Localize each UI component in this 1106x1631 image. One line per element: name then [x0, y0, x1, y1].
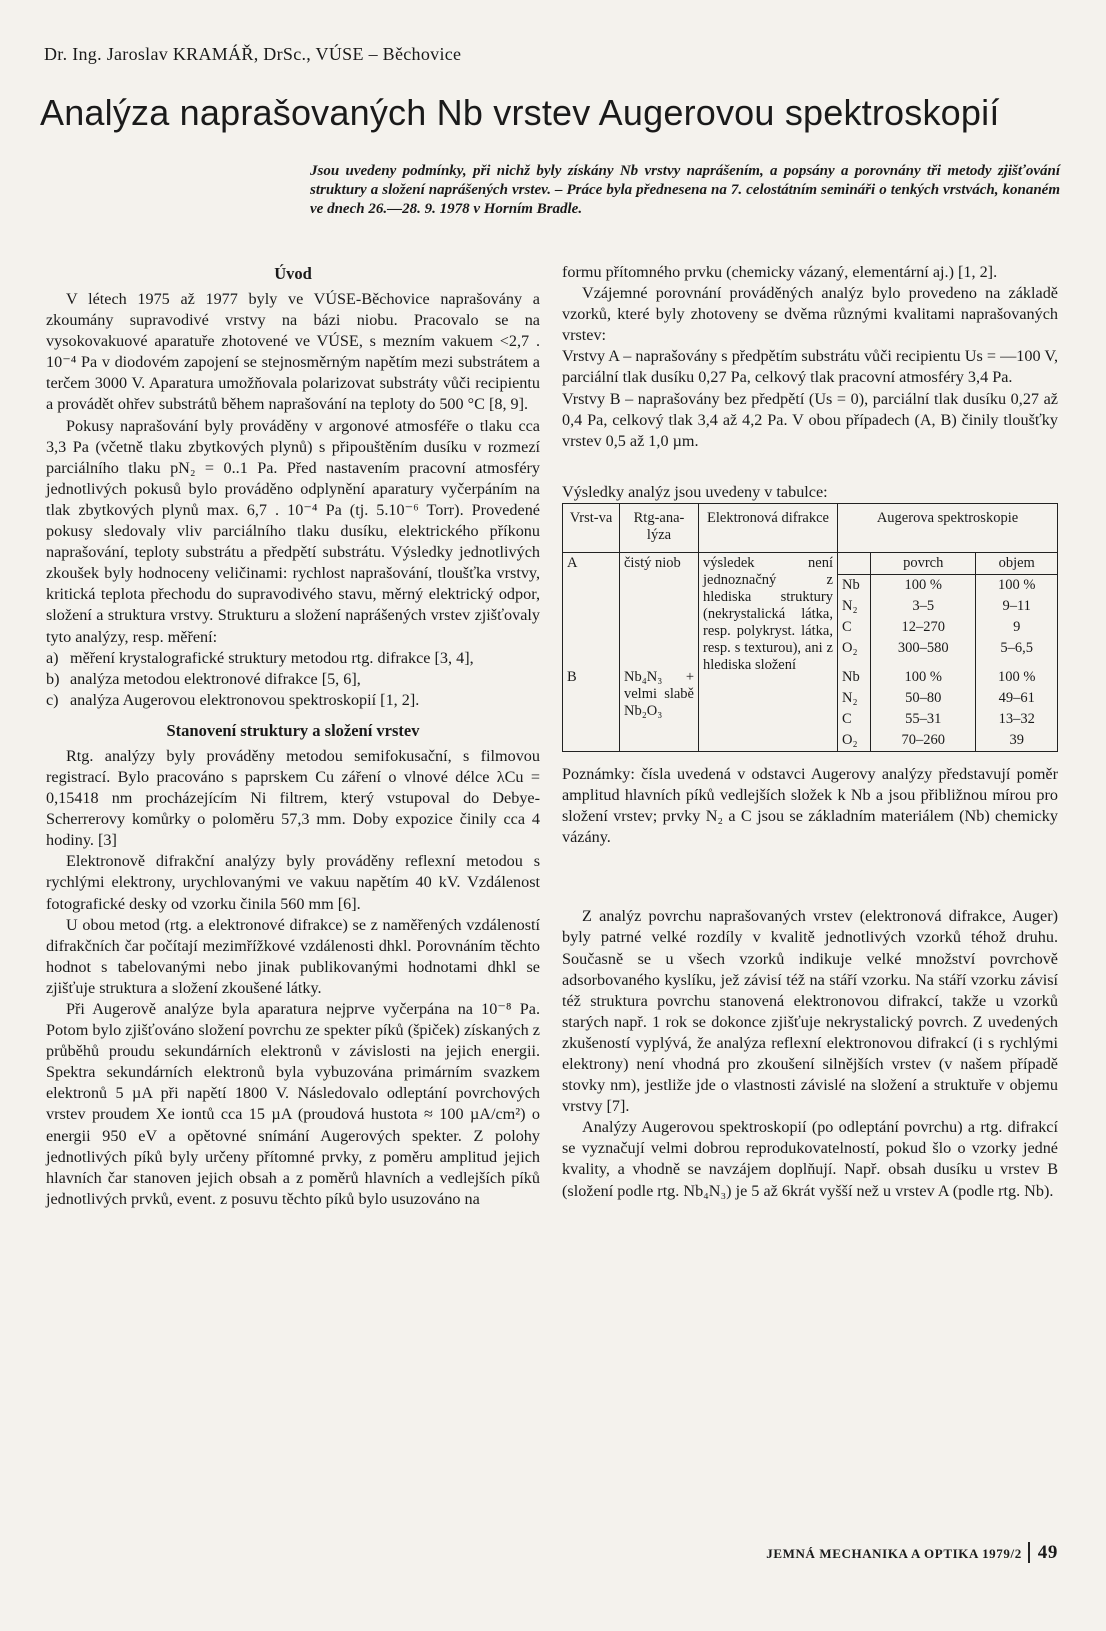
povrch-cell: 100 % — [871, 574, 976, 596]
paragraph: Analýzy Augerovou spektroskopií (po odleptání povrchu) a rtg. difrakcí se vyznačují velmi dobrou reprodukovatelností, pokud šlo o vzorky jedné kvality, a vhodně se navzájem doplňují. Např. obsah dusíku u vrstev B (složení podle rtg. Nb₄N₃) je 5 až 6krát vyšší než u vrstev A (podle rtg. Nb). — [562, 1118, 1058, 1200]
col-header-vrstva: Vrst-va — [563, 504, 620, 553]
subheader-objem: objem — [976, 552, 1057, 574]
povrch-cell: 55–31 — [871, 709, 976, 730]
povrch-cell: 3–5 — [871, 596, 976, 617]
list-text: měření krystalografické struktury metodou rtg. difrakce [3, 4], — [70, 648, 474, 667]
objem-cell: 100 % — [997, 668, 1036, 685]
objem-cell: 100 % — [997, 576, 1036, 593]
element-cell: C — [838, 617, 871, 638]
article-title: Analýza naprašovaných Nb vrstev Augerovou spektroskopií — [40, 92, 1000, 133]
page-footer — [766, 1542, 1058, 1564]
paragraph: V létech 1975 až 1977 byly ve VÚSE-Běchovice naprašovány a zkoumány supravodivé vrstvy na bázi niobu. Pracovalo se na vysokovakuové aparatuře zhotovené ve VÚSE, s mezním vakuem <2,7 . 10⁻⁴ Pa v diodovém zapojení se stejnosměrným napětím mezi substrátem a terčem 3000 V. Aparatura umožňovala polarizovat substráty vůči recipientu a provádět ohřev substrátů během naprašování na teploty do 500 °C [8, 9]. — [46, 290, 540, 414]
paragraph: U obou metod (rtg. a elektronové difrakce) se z naměřených vzdáleností difrakčních čar počítají mezimřížkové vzdálenosti dhkl. Porovnáním těchto hodnot s tabelovanými nebo jinak publikovanými hodnotami dhkl se zjišťuje struktura a složení zkoušené látky. — [46, 915, 540, 997]
objem-cell: 49–61 — [998, 689, 1035, 706]
paragraph-notes: Poznámky: čísla uvedená v odstavci Augerovy analýzy představují poměr amplitud hlavních píků vedlejších složek k Nb a jsou přibližnou mírou pro složení vrstev; prvky N₂ a C jsou se základním materiálem (Nb) chemicky vázány. — [562, 764, 1058, 847]
paragraph: Z analýz povrchu naprašovaných vrstev (elektronová difrakce, Auger) byly patrné velké rozdíly v kvalitě jednotlivých vzorků téhož druhu. Současně se u všech vzorků indikuje velké množství povrchově adsorbovaného kyslíku, jež závisí též na stáří vzorku. Na stáří vzorku závisí též struktura povrchu stanovená elektronovou difrakcí, takže u vzorků starých např. 1 rok se dokonce zjišťuje nekrystalický povrch. Z uvedených zkušeností vyplývá, že analýza reflexní elektronovou difrakcí (i s rychlými elektrony) není vhodná pro zkoušení silnějších vrstev (v našem případě stovky nm), jestliže jde o vlastnosti závislé na složení a struktuře v objemu vrstvy [7]. — [562, 907, 1058, 1116]
paragraph: Pokusy naprašování byly prováděny v argonové atmosféře o tlaku cca 3,3 Pa (včetně tlaku zbytkových plynů) s připouštěním dusíku v rozmezí parciálního tlaku pN₂ = 0..1 Pa. Před nastavením pracovní atmosféry jednotlivých pokusů bylo prováděno odplynění aparatury vyčerpáním na tlak zbytkových plynů max. 6,7 . 10⁻⁴ Pa (tj. 5.10⁻⁶ Torr). Provedené pokusy sledovaly vliv parciálního tlaku dusíku, elektrického příkonu naprašování, teploty substrátu a předpětí substrátu. Výsledky jednotlivých zkoušek byly hodnoceny veličinami: rychlost naprašování, tloušťka vrstvy, kritická teplota přechodu do supravodivého stavu, měrný elektrický odpor, složení a struktura vrstvy. Strukturu a složení naprášených vrstev zjišťovaly tyto analýzy, resp. měření: — [46, 416, 540, 646]
povrch-cell: 100 % — [871, 659, 976, 688]
paragraph: formu přítomného prvku (chemicky vázaný, elementární aj.) [1, 2]. — [562, 263, 998, 281]
povrch-cell: 50–80 — [871, 688, 976, 709]
list-item — [46, 669, 540, 690]
element-cell: C — [838, 709, 871, 730]
row-label-a: A — [563, 552, 620, 659]
list-text: analýza metodou elektronové difrakce [5, 6], — [70, 669, 361, 688]
element-cell: O₂ — [838, 730, 871, 751]
objem-cell: 9–11 — [1002, 597, 1031, 614]
objem-cell: 39 — [1009, 731, 1024, 748]
results-table-frame — [562, 503, 1058, 752]
paragraph: Elektronově difrakční analýzy byly prováděny reflexní metodou s rychlými elektrony, urychlovanými ve vakuu napětím 40 kV. Vzdálenost fotografické desky od vzorku činila 560 mm [6]. — [46, 852, 540, 913]
rtg-b: Nb₄N₃ + velmi slabě Nb₂O₃ — [620, 659, 699, 751]
paragraph: Vrstvy A – naprašovány s předpětím substrátu vůči recipientu Us = —100 V, parciální tlak dusíku 0,27 Pa, celkový tlak pracovní atmosféry 3,4 Pa. — [562, 347, 1058, 387]
objem-cell: 13–32 — [998, 710, 1035, 727]
paragraph: Vzájemné porovnání prováděných analýz bylo provedeno na základě vzorků, které byly zhotoveny se dvěma různými kvalitami naprašovaných vrstev: — [562, 284, 1058, 345]
element-cell: O₂ — [838, 638, 871, 659]
objem-cell: 9 — [1013, 618, 1021, 635]
row-label-b: B — [563, 659, 620, 751]
list-item — [46, 690, 540, 711]
element-cell: Nb — [838, 574, 871, 596]
heading-uvod: Úvod — [274, 264, 312, 283]
list-text: analýza Augerovou elektronovou spektroskopií [1, 2]. — [70, 690, 420, 709]
col-header-rtg: Rtg-ana-lýza — [620, 504, 699, 553]
list-marker: a) — [46, 648, 59, 667]
povrch-cell: 12–270 — [871, 617, 976, 638]
right-column — [562, 262, 1058, 1202]
povrch-cell: 70–260 — [871, 730, 976, 751]
el-difrakce-text: výsledek není jednoznačný z hlediska struktury (nekrystalická látka, resp. polykryst. látka, resp. s texturou), ani z hlediska složení — [699, 552, 838, 751]
journal-name: JEMNÁ MECHANIKA A OPTIKA 1979/2 — [766, 1546, 1022, 1561]
objem-cell: 5–6,5 — [1000, 639, 1033, 656]
left-column — [46, 262, 540, 1210]
element-cell: N₂ — [838, 688, 871, 709]
paragraph: Vrstvy B – naprašovány bez předpětí (Us = 0), parciální tlak dusíku 0,27 až 0,4 Pa, celkový tlak 3,4 až 4,2 Pa. V obou případech (A, B) činily tloušťky vrstev 0,5 až 1,0 µm. — [562, 389, 1058, 450]
povrch-cell: 300–580 — [871, 638, 976, 659]
table-caption: Výsledky analýz jsou uvedeny v tabulce: — [562, 482, 828, 501]
page-number: 49 — [1028, 1542, 1058, 1563]
abstract: Jsou uvedeny podmínky, při nichž byly získány Nb vrstvy naprášením, a popsány a porovnány tři metody zjišťování struktury a složení naprášených vrstev. – Práce byla přednesena na 7. celostátním semináři o tenkých vrstvách, konaném ve dnech 26.—28. 9. 1978 v Horním Bradle. — [310, 163, 1060, 217]
rtg-a: čistý niob — [620, 552, 699, 659]
list-marker: b) — [46, 669, 60, 688]
element-cell: Nb — [838, 659, 871, 688]
heading-stanoveni: Stanovení struktury a složení vrstev — [166, 720, 420, 740]
subheader-povrch: povrch — [871, 552, 976, 574]
paragraph: Rtg. analýzy byly prováděny metodou semifokusační, s filmovou registrací. Bylo pracováno s paprskem Cu záření o vlnové délce λCu = 0,15418 nm procházejícím Ni filtrem, který vstupoval do Debye-Scherrerovy komůrky o poloměru 57,3 mm. Doby expozice činily cca 4 hodiny. [3] — [46, 746, 540, 850]
col-header-auger: Augerova spektroskopie — [838, 504, 1058, 553]
author-line: Dr. Ing. Jaroslav KRAMÁŘ, DrSc., VÚSE – Běchovice — [44, 44, 462, 64]
list-marker: c) — [46, 690, 59, 709]
list-item — [46, 648, 540, 669]
results-table — [563, 504, 1057, 751]
paragraph: Při Augerově analýze byla aparatura nejprve vyčerpána na 10⁻⁸ Pa. Potom bylo zjišťováno složení povrchu ze spekter píků (špiček) získaných z průběhů proudu sekundárních elektronů v závislosti na jejich energii. Spektra sekundárních elektronů byla vybuzována primárním svazkem elektronů 5 µA při napětí 1800 V. Následovalo odleptání povrchových vrstev proudem Xe iontů cca 15 µA (proudová hustota ≈ 100 µA/cm²) o energii 950 eV a opětovné snímání Augerových spekter. Z polohy jednotlivých píků byly určeny přítomné prvky, z poměru amplitud jejich hlavních čar stanoven jejich obsah a z poměrů hlavních a vedlejších píků jednotlivých prvků, event. z posuvu těchto píků bylo usuzováno na — [46, 1000, 540, 1208]
element-cell: N₂ — [838, 596, 871, 617]
col-header-el-difrakce: Elektronová difrakce — [699, 504, 838, 553]
